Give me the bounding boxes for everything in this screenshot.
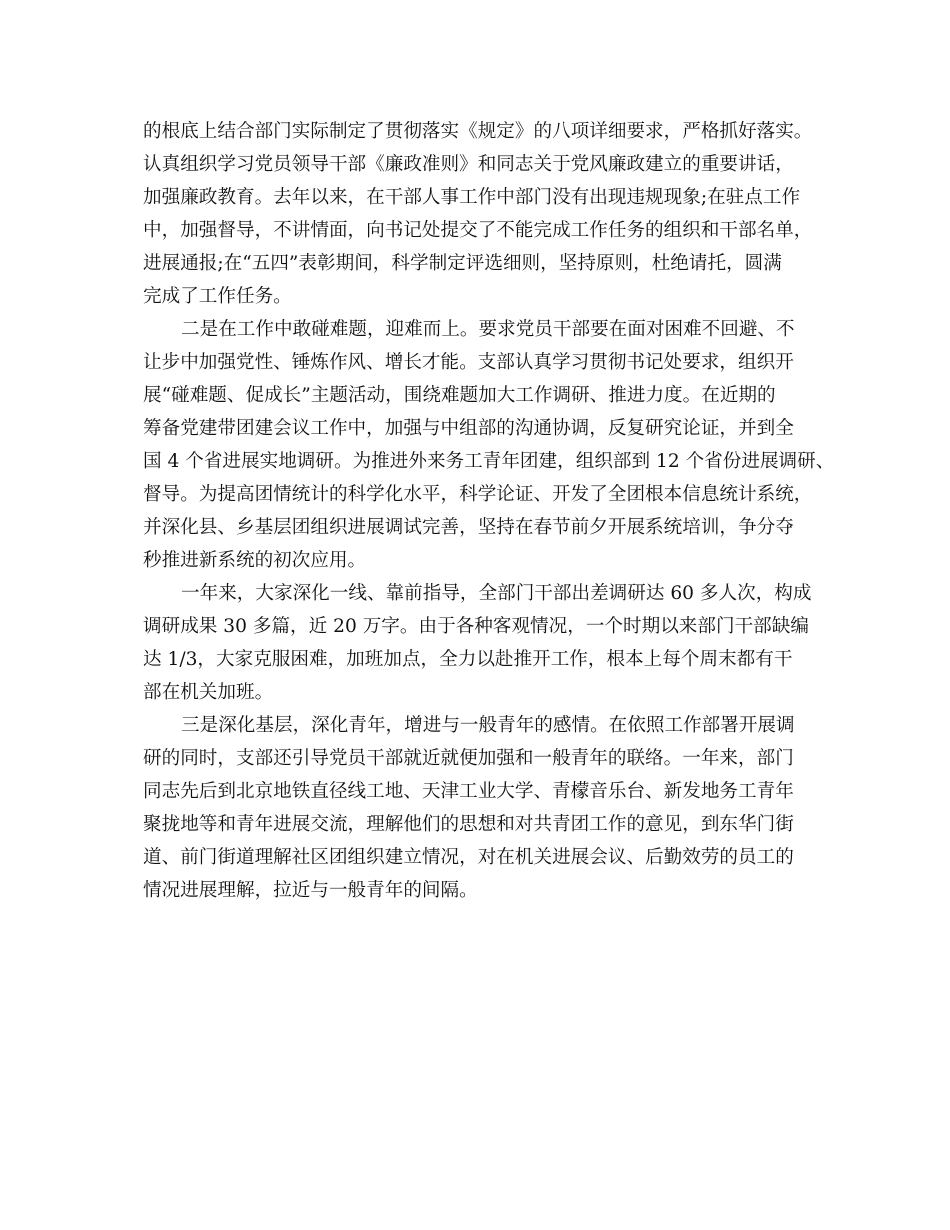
text-line: 加强廉政教育。去年以来，在干部人事工作中部门没有出现违规现象;在驻点工作 <box>143 187 801 208</box>
text-line: 认真组织学习党员领导干部《廉政准则》和同志关于党风廉政建立的重要讲话， <box>143 154 794 175</box>
text-line: 中，加强督导，不讲情面，向书记处提交了不能完成工作任务的组织和干部名单， <box>143 220 813 241</box>
paragraph-1 <box>143 115 823 313</box>
text-line: 道、前门街道理解社区团组织建立情况，对在机关进展会议、后勤效劳的员工的 <box>143 847 794 868</box>
paragraph-3 <box>143 577 823 709</box>
text-line: 聚拢地等和青年进展交流，理解他们的思想和对共青团工作的意见，到东华门街 <box>143 814 794 835</box>
text-line: 情况进展理解，拉近与一般青年的间隔。 <box>143 880 478 901</box>
text-line: 同志先后到北京地铁直径线工地、天津工业大学、青檬音乐台、新发地务工青年 <box>143 781 794 802</box>
text-line: 三是深化基层，深化青年，增进与一般青年的感情。在依照工作部署开展调 <box>181 715 795 736</box>
text-line: 并深化县、乡基层团组织进展调试完善，坚持在春节前夕开展系统培训，争分夺 <box>143 517 794 538</box>
text-line: 国 4 个省进展实地调研。为推进外来务工青年团建，组织部到 12 个省份进展调研、 <box>143 451 835 472</box>
paragraph-2 <box>143 313 835 577</box>
text-line: 让步中加强党性、锤炼作风、增长才能。支部认真学习贯彻书记处要求，组织开 <box>143 352 794 373</box>
text-line: 达 1/3，大家克服困难，加班加点，全力以赴推开工作，根本上每个周末都有干 <box>143 649 793 670</box>
text-line: 部在机关加班。 <box>143 682 274 703</box>
text-line: 研的同时，支部还引导党员干部就近就便加强和一般青年的联络。一年来，部门 <box>143 748 794 769</box>
paragraph-4 <box>143 709 823 907</box>
text-line: 秒推进新系统的初次应用。 <box>143 550 367 571</box>
text-line: 展“碰难题、促成长”主题活动，围绕难题加大工作调研、推进力度。在近期的 <box>143 385 776 406</box>
text-line: 调研成果 30 多篇，近 20 万字。由于各种客观情况，一个时期以来部门干部缺编 <box>143 616 809 637</box>
text-line: 督导。为提高团情统计的科学化水平，科学论证、开发了全团根本信息统计系统， <box>143 484 813 505</box>
text-line: 筹备党建带团建会议工作中，加强与中组部的沟通协调，反复研究论证，并到全 <box>143 418 794 439</box>
document-body <box>143 115 835 907</box>
text-line: 一年来，大家深化一线、靠前指导，全部门干部出差调研达 60 多人次，构成 <box>181 583 812 604</box>
text-line: 的根底上结合部门实际制定了贯彻落实《规定》的八项详细要求，严格抓好落实。 <box>143 121 813 142</box>
text-line: 完成了工作任务。 <box>143 286 292 307</box>
text-line: 二是在工作中敢碰难题，迎难而上。要求党员干部要在面对困难不回避、不 <box>181 319 795 340</box>
text-line: 进展通报;在“五四”表彰期间，科学制定评选细则，坚持原则，杜绝请托，圆满 <box>143 253 782 274</box>
